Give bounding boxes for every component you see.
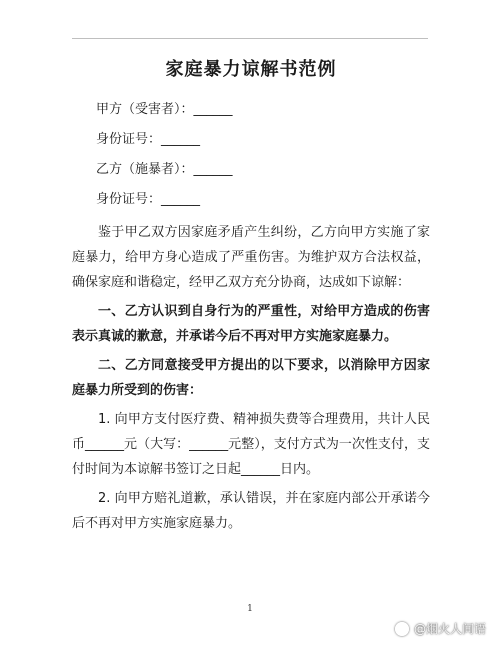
clause-two-item-2: 2. 向甲方赔礼道歉，承认错误，并在家庭内部公开承诺今后不再对甲方实施家庭暴力。 bbox=[72, 491, 430, 531]
watermark bbox=[395, 620, 486, 637]
clause-two-item-1: 1. 向甲方支付医疗费、精神损失费等合理费用，共计人民币______元（大写：______元整），支付方式为一次性支付，支付时间为本谅解书签订之日起______日内。 bbox=[72, 412, 430, 477]
party-b-id-field: 身份证号：______ bbox=[96, 192, 201, 207]
party-b-field: 乙方（施暴者）：______ bbox=[96, 162, 233, 177]
clause-two: 二、乙方同意接受甲方提出的以下要求，以消除甲方因家庭暴力所受到的伤害： bbox=[72, 358, 430, 398]
page-number: 1 bbox=[247, 604, 253, 614]
preamble-paragraph: 鉴于甲乙双方因家庭矛盾产生纠纷，乙方向甲方实施了家庭暴力，给甲方身心造成了严重伤害。为维护双方合法权益，确保家庭和谐稳定，经甲乙双方充分协商，达成如下谅解： bbox=[72, 225, 430, 290]
header-rule bbox=[72, 38, 428, 39]
party-a-field: 甲方（受害者）：______ bbox=[96, 102, 233, 117]
document-page bbox=[72, 58, 430, 540]
document-title: 家庭暴力谅解书范例 bbox=[165, 59, 337, 80]
party-a-id-field: 身份证号：______ bbox=[96, 132, 201, 147]
watermark-text: @烟火人间语 bbox=[413, 622, 486, 636]
clause-one: 一、乙方认识到自身行为的严重性，对给甲方造成的伤害表示真诚的歉意，并承诺今后不再对甲方实施家庭暴力。 bbox=[72, 304, 430, 344]
watermark-logo-icon bbox=[395, 622, 409, 636]
